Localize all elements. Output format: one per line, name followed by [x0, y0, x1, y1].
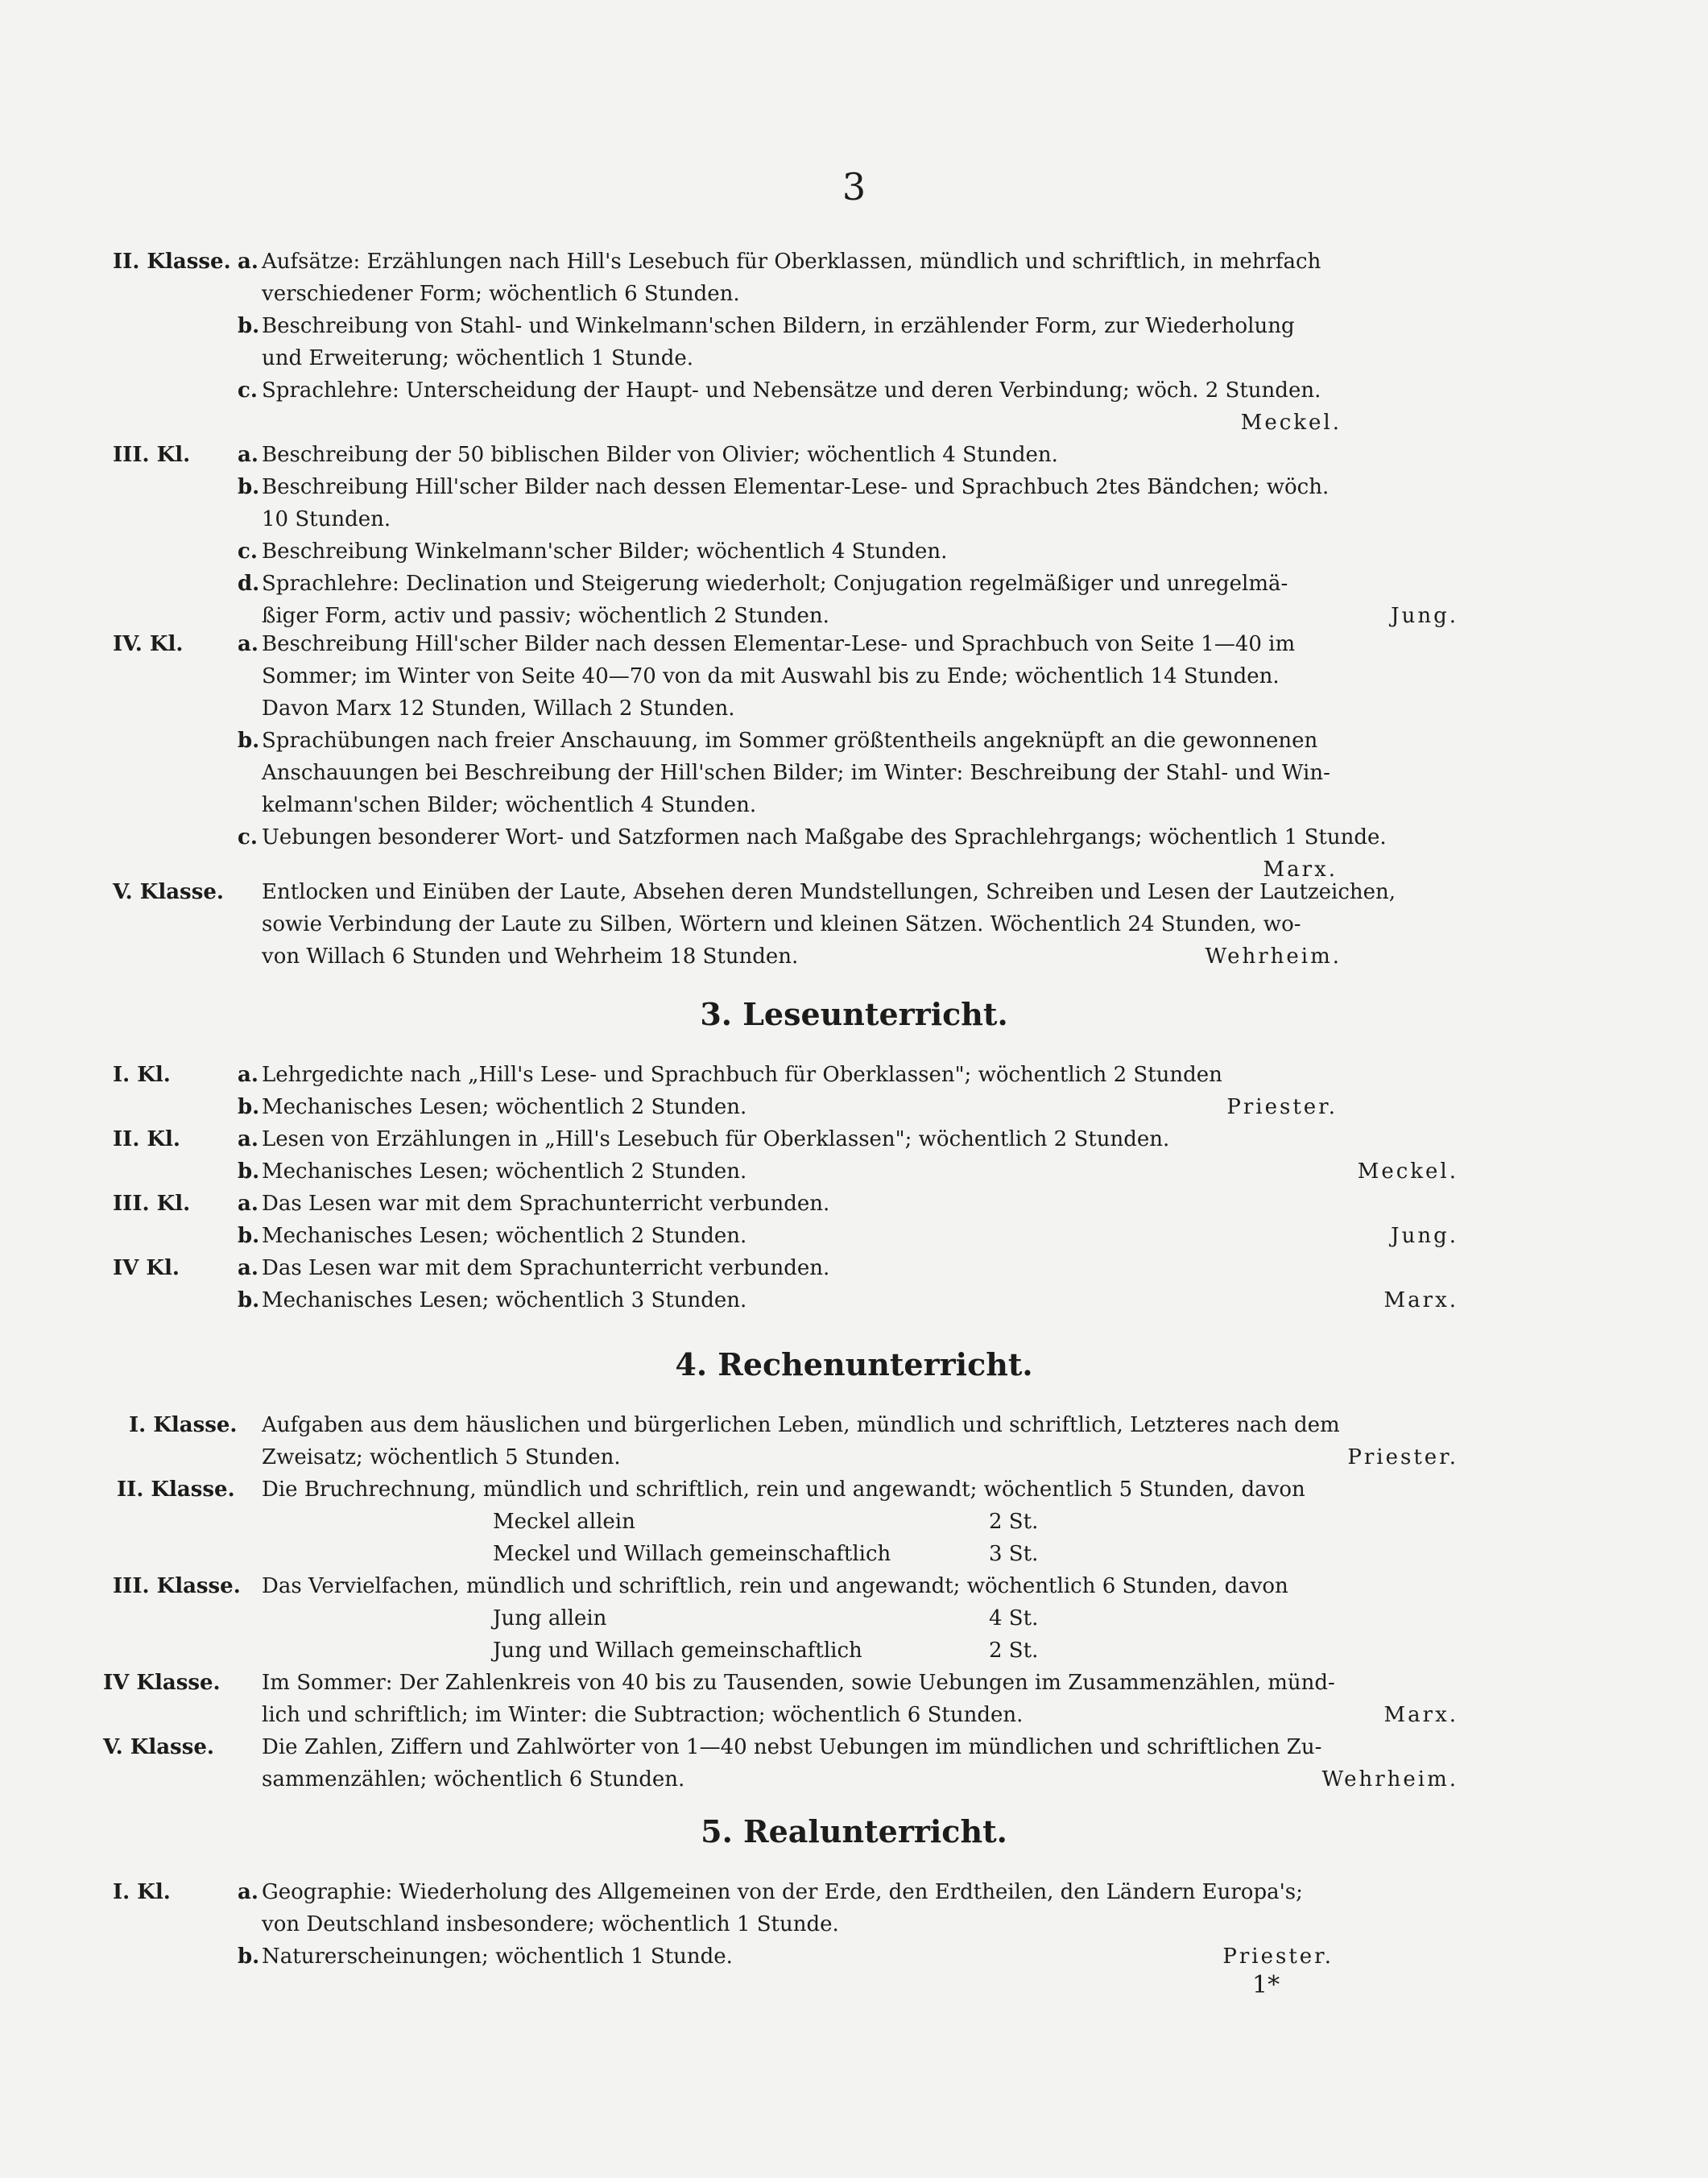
sprache-klasse-II: II. Klasse. a. Aufsätze: Erzählungen nach Hill's Lesebuch für Oberklassen, mündlich und schriftlich, in mehrfach verschiedener Form; wöchentlich 6 Stunden. b. Beschreibung von Stahl- und Winkelmann'schen Bildern, in erzählender Form, zur Wiederholung und Erweiterung; wöchentlich 1 Stunde. c. Sprachlehre: Unterscheidung der Haupt- und Nebensätze und deren Verbindung; wöch. 2 Stunden. Meckel. [0, 246, 1708, 439]
class-label: II. Klasse. [113, 250, 231, 274]
class-label: I. Kl. [113, 1063, 171, 1087]
teacher-name: Wehrheim. [1205, 944, 1342, 969]
section-heading-real: 5. Realunterricht. [701, 1813, 1007, 1849]
sprache-klasse-IV: IV. Kl. a. Beschreibung Hill'scher Bilder nach dessen Elementar-Lese- und Sprachbuch von Seite 1—40 im Sommer; im Winter von Seite 40—70 von da mit Auswahl bis zu Ende; wöchentlich 14 Stunden. Davon Marx 12 Stunden, Willach 2 Stunden. b. Sprachübungen nach freier Anschauung, im Sommer größtentheils angeknüpft an die gewonnenen Anschauungen bei Beschreibung der Hill'schen Bilder; im Winter: Beschreibung der Stahl- und Win- kelmann'schen Bilder; wöchentlich 4 Stunden. c. Uebungen besonderer Wort- und Satzformen nach Maßgabe des Sprachlehrgangs; wöchentlich 1 Stunde. Marx. [0, 628, 1708, 886]
class-label: II. Klasse. [117, 1477, 235, 1502]
class-label: IV Kl. [113, 1256, 180, 1280]
teacher-name: Meckel. [1357, 1159, 1458, 1184]
class-label: IV Klasse. [103, 1671, 221, 1695]
teacher-name: Marx. [1383, 1288, 1458, 1312]
class-label: V. Klasse. [103, 1735, 214, 1759]
class-label: I. Klasse. [129, 1413, 238, 1437]
teacher-name: Priester. [1222, 1944, 1334, 1969]
sprache-klasse-V: V. Klasse. Entlocken und Einüben der Laute, Absehen deren Mundstellungen, Schreiben und Lesen der Lautzeichen, sowie Verbindung der Laute zu Silben, Wörtern und kleinen Sätzen. Wöchentlich 24 Stunden, wo- von Willach 6 Stunden und Wehrheim 18 Stunden. Wehrheim. [0, 876, 1708, 973]
class-label: IV. Kl. [113, 632, 184, 656]
rechnen-section: I. Klasse. Aufgaben aus dem häuslichen und bürgerlichen Leben, mündlich und schriftlich, Letzteres nach dem Zweisatz; wöchentlich 5 Stunden. Priester. II. Klasse. Die Bruchrechnung, mündlich und schriftlich, rein und angewandt; wöchentlich 5 Stunden, davon Meckel allein 2 St. Meckel und Willach gemeinschaftlich 3 St. III. Klasse. Das Vervielfachen, mündlich und schriftlich, rein und angewandt; wöchentlich 6 Stunden, davon Jung allein 4 St. Jung und Willach gemeinschaftlich 2 St. IV Klasse. Im Sommer: Der Zahlenkreis von 40 bis zu Tausenden, sowie Uebungen im Zusammenzählen, münd- lich und schriftlich; im Winter: die Subtraction; wöchentlich 6 Stunden. Marx. V. Klasse. Die Zahlen, Ziffern und Zahlwörter von 1—40 nebst Uebungen im mündlichen und schriftlichen Zu- sammenzählen; wöchentlich 6 Stunden. Wehrheim. [0, 1409, 1708, 1796]
teacher-name: Jung. [1391, 1224, 1458, 1248]
teacher-name: Marx. [1383, 1703, 1458, 1727]
class-label: III. Kl. [113, 443, 191, 467]
teacher-name: Jung. [1391, 604, 1458, 628]
sprache-klasse-III: III. Kl. a. Beschreibung der 50 biblischen Bilder von Olivier; wöchentlich 4 Stunden. b. Beschreibung Hill'scher Bilder nach dessen Elementar-Lese- und Sprachbuch 2tes Bändchen; wöch. 10 Stunden. c. Beschreibung Winkelmann'scher Bilder; wöchentlich 4 Stunden. d. Sprachlehre: Declination und Steigerung wiederholt; Conjugation regelmäßiger und unregelmä- ßiger Form, activ und passiv; wöchentlich 2 Stunden. Jung. [0, 439, 1708, 632]
lese-section: I. Kl. a. Lehrgedichte nach „Hill's Lese- und Sprachbuch für Oberklassen"; wöchentlich 2 Stunden b. Mechanisches Lesen; wöchentlich 2 Stunden. Priester. II. Kl. a. Lesen von Erzählungen in „Hill's Lesebuch für Oberklassen"; wöchentlich 2 Stunden. b. Mechanisches Lesen; wöchentlich 2 Stunden. Meckel. III. Kl. a. Das Lesen war mit dem Sprachunterricht verbunden. b. Mechanisches Lesen; wöchentlich 2 Stunden. Jung. IV Kl. a. Das Lesen war mit dem Sprachunterricht verbunden. b. Mechanisches Lesen; wöchentlich 3 Stunden. Marx. [0, 1059, 1708, 1316]
class-label: III. Kl. [113, 1192, 191, 1216]
signature-mark: 1* [1252, 1971, 1280, 1999]
class-label: III. Klasse. [113, 1574, 241, 1598]
class-label: V. Klasse. [113, 880, 224, 904]
section-heading-lese: 3. Leseunterricht. [700, 996, 1008, 1032]
class-label: I. Kl. [113, 1880, 171, 1904]
class-label: II. Kl. [113, 1127, 180, 1151]
teacher-name: Wehrheim. [1321, 1767, 1458, 1792]
section-heading-rechnen: 4. Rechenunterricht. [675, 1346, 1033, 1382]
page-number: 3 [842, 165, 866, 209]
teacher-name: Priester. [1226, 1095, 1338, 1119]
teacher-name: Marx. [1263, 858, 1338, 882]
teacher-name: Priester. [1347, 1445, 1458, 1469]
real-section: I. Kl. a. Geographie: Wiederholung des Allgemeinen von der Erde, den Erdtheilen, den Ländern Europa's; von Deutschland insbesondere; wöchentlich 1 Stunde. b. Naturerscheinungen; wöchentlich 1 Stunde. Priester. [0, 1876, 1708, 1973]
teacher-name: Meckel. [1240, 411, 1342, 435]
